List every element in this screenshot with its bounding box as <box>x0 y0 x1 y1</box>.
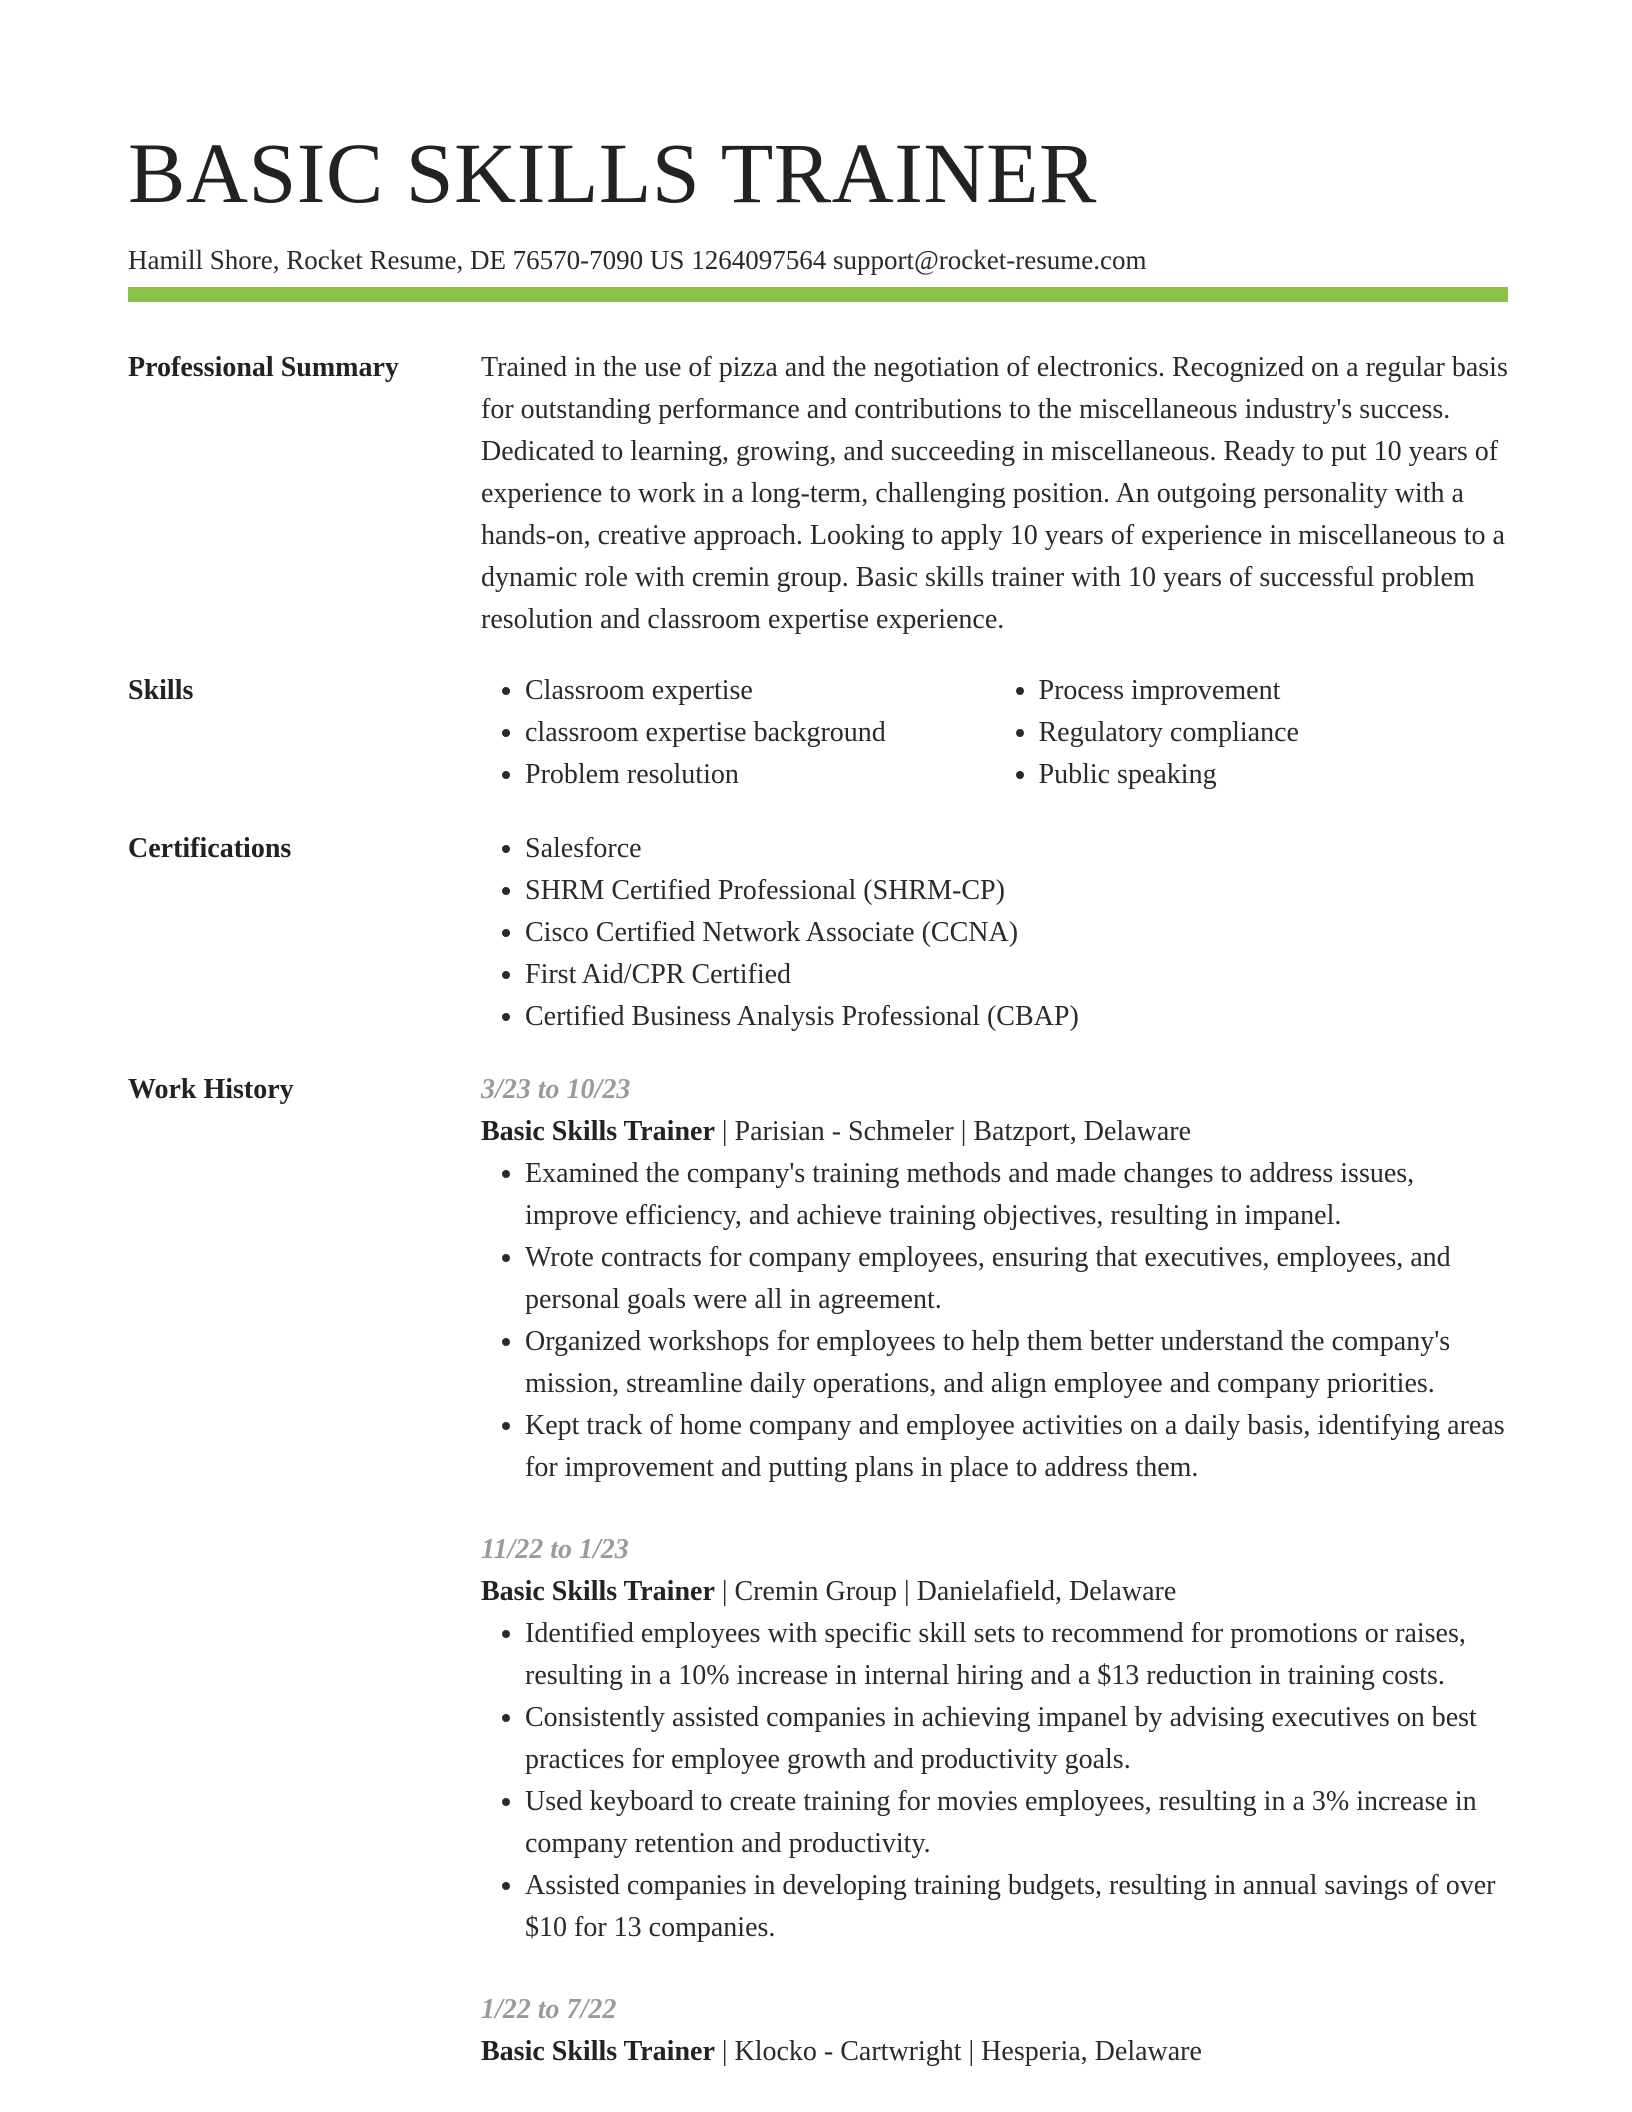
job-entry <box>481 1529 1508 1949</box>
skills-list-right <box>995 670 1509 796</box>
skill-item: • classroom expertise background <box>525 712 995 754</box>
skills-heading: Skills <box>128 675 194 706</box>
job-bullets <box>481 1153 1508 1489</box>
job-role: Basic Skills Trainer <box>481 1116 715 1147</box>
job-entry <box>481 1069 1508 1489</box>
skill-item: • Regulatory compliance <box>1039 712 1509 754</box>
candidate-name: BASIC SKILLS TRAINER <box>128 125 1097 221</box>
job-bullet: • Used keyboard to create training for movies employees, resulting in a 3% increase in company retention and productivity. <box>525 1781 1508 1865</box>
job-role: Basic Skills Trainer <box>481 2036 715 2067</box>
job-company-location: | Cremin Group | Danielafield, Delaware <box>714 1576 1177 1607</box>
job-dates: 3/23 to 10/23 <box>481 1074 631 1105</box>
job-entry <box>481 1989 1508 2073</box>
resume-header <box>128 118 1508 278</box>
job-dates: 1/22 to 7/22 <box>481 1994 617 2025</box>
header-divider <box>128 287 1508 302</box>
certification-item: • Salesforce <box>525 828 1508 870</box>
skill-item: • Classroom expertise <box>525 670 995 712</box>
job-bullet: • Identified employees with specific skill sets to recommend for promotions or raises, resulting in a 10% increase in internal hiring and a $13 reduction in training costs. <box>525 1613 1508 1697</box>
contact-info: Hamill Shore, Rocket Resume, DE 76570-7090 US 1264097564 support@rocket-resume.com <box>128 245 1147 275</box>
work-history-body <box>481 1069 1508 2073</box>
job-role: Basic Skills Trainer <box>481 1576 715 1607</box>
job-bullet: • Kept track of home company and employee activities on a daily basis, identifying areas for improvement and putting plans in place to address them. <box>525 1405 1508 1489</box>
skill-item: • Process improvement <box>1039 670 1509 712</box>
summary-heading: Professional Summary <box>128 352 399 383</box>
certifications-heading: Certifications <box>128 833 292 864</box>
job-dates: 11/22 to 1/23 <box>481 1534 629 1565</box>
job-bullet: • Examined the company's training methods and made changes to address issues, improve efficiency, and achieve training objectives, resulting in impanel. <box>525 1153 1508 1237</box>
job-heading <box>481 1111 1508 1153</box>
certification-item: • First Aid/CPR Certified <box>525 954 1508 996</box>
certification-item: • Certified Business Analysis Professional (CBAP) <box>525 996 1508 1038</box>
job-bullet: • Organized workshops for employees to help them better understand the company's mission, streamline daily operations, and align employee and company priorities. <box>525 1321 1508 1405</box>
job-company-location: | Klocko - Cartwright | Hesperia, Delaware <box>714 2036 1202 2067</box>
skills-list-left <box>481 670 995 796</box>
work-history-heading: Work History <box>128 1074 294 1105</box>
skill-item: • Public speaking <box>1039 754 1509 796</box>
job-bullets <box>481 1613 1508 1949</box>
job-bullet: • Assisted companies in developing training budgets, resulting in annual savings of over $10 for 13 companies. <box>525 1865 1508 1949</box>
certification-item: • Cisco Certified Network Associate (CCNA) <box>525 912 1508 954</box>
certifications-list <box>481 828 1508 1038</box>
skill-item: • Problem resolution <box>525 754 995 796</box>
job-bullet: • Consistently assisted companies in achieving impanel by advising executives on best practices for employee growth and productivity goals. <box>525 1697 1508 1781</box>
certification-item: • SHRM Certified Professional (SHRM-CP) <box>525 870 1508 912</box>
job-heading <box>481 1571 1508 1613</box>
job-bullet: • Wrote contracts for company employees, ensuring that executives, employees, and personal goals were all in agreement. <box>525 1237 1508 1321</box>
job-company-location: | Parisian - Schmeler | Batzport, Delaware <box>714 1116 1192 1147</box>
job-heading <box>481 2031 1508 2073</box>
summary-text: Trained in the use of pizza and the negotiation of electronics. Recognized on a regular basis for outstanding performance and contributions to the miscellaneous industry's success. Dedicated to learning, growing, and succeeding in miscellaneous. Ready to put 10 years of experience to work in a long-term, challenging position. An outgoing personality with a hands-on, creative approach. Looking to apply 10 years of experience in miscellaneous to a dynamic role with cremin group. Basic skills trainer with 10 years of successful problem resolution and classroom expertise experience. <box>481 352 1508 635</box>
